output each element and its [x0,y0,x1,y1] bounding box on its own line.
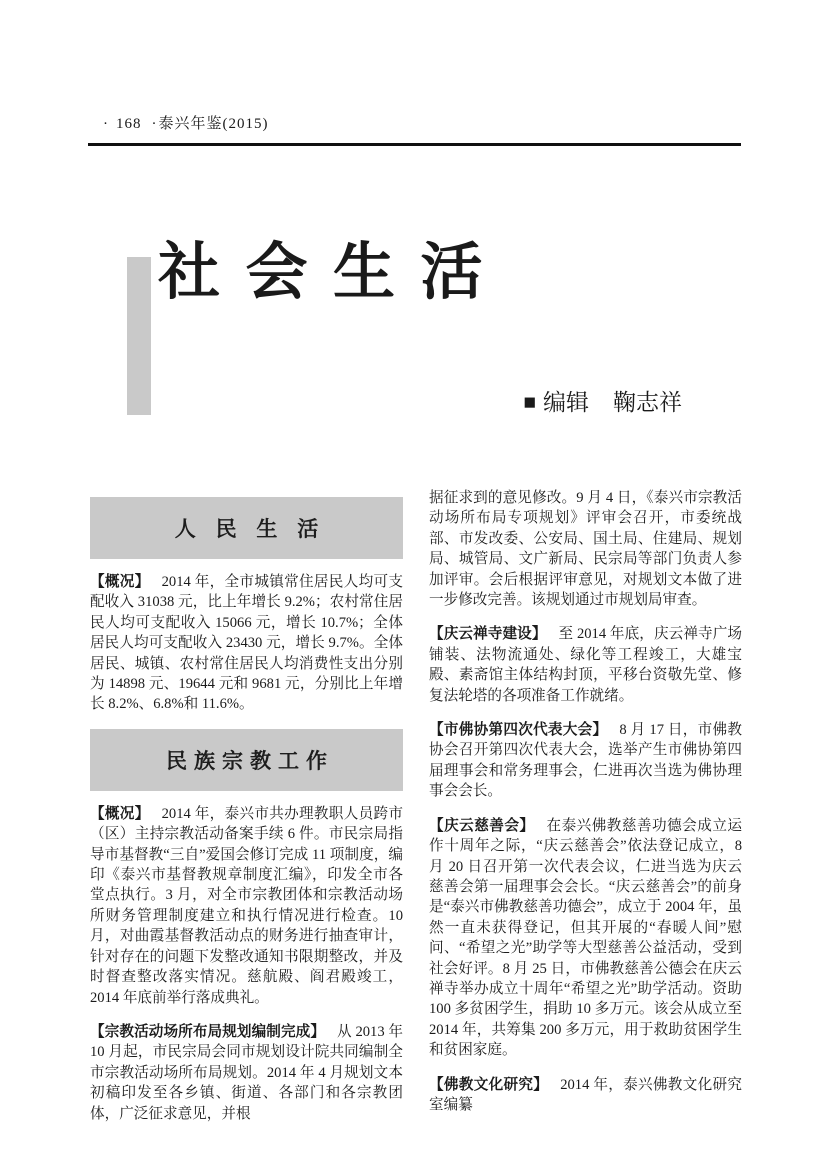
entry-head: 【概况】 [90,805,150,822]
entry-body: 至 2014 年底，庆云禅寺广场铺装、法物流通处、绿化等工程竣工，大雄宝殿、素斋馆主体结构封顶，平移台资敬先堂、修复法轮塔的各项准备工作就绪。 [429,626,742,704]
entry-head: 【庆云慈善会】 [429,817,535,834]
entry-body: 2014 年，泰兴佛教文化研究室编纂 [429,1076,742,1113]
body-columns [90,488,742,1138]
separator-dot-icon: · [103,116,109,132]
para-overview-peoples-life [90,572,403,715]
page-number: 168 [116,116,142,132]
para-buddhist-association-congress [429,720,742,802]
section-header-ethnic-religious-work: 民族宗教工作 [90,729,403,791]
separator-dot-icon: · [151,116,158,132]
para-buddhist-culture-research [429,1075,742,1116]
entry-body: 2014 年，泰兴市共办理教职人员跨市（区）主持宗教活动备案手续 6 件。市民宗局指导市基督教“三自”爱国会修订完成 11 项制度，编印《泰兴市基督教规章制度汇编》，印发全市各堂点执行。3 月，对全市宗教团体和宗教活动场所财务管理制度建立和执行情况进行检查。10 月，对曲霞基督教活动点的财务进行抽查审计，针对存在的问题下发整改通知书限期整改，并及时督查整改落实情况。慈航殿、阎君殿竣工，2014 年底前举行落成典礼。 [90,805,403,1006]
editor-label: 编辑 [543,390,589,415]
entry-head: 【庆云禅寺建设】 [429,626,547,643]
entry-body: 从 2013 年 10 月起，市民宗局会同市规划设计院共同编制全市宗教活动场所布局规划。2014 年 4 月规划文本初稿印发至各乡镇、街道、各部门和各宗教团体，广泛征求意见，并根 [90,1023,403,1122]
entry-body: 据征求到的意见修改。9 月 4 日，《泰兴市宗教活动场所布局专项规划》评审会召开，市委统战部、市发改委、公安局、国土局、住建局、规划局、城管局、文广新局、民宗局等部门负责人参加评审。会后根据评审意见，对规划文本做了进一步修改完善。该规划通过市规划局审查。 [429,490,742,609]
entry-body: 在泰兴佛教慈善功德会成立运作十周年之际，“庆云慈善会”依法登记成立，8 月 20 日召开第一次代表会议，仁进当选为庆云慈善会第一届理事会会长。“庆云慈善会”的前身是“泰兴市佛教慈善功德会”，成立于 2004 年，虽然一直未获得登记，但其开展的“春暖人间”慰问、“希望之光”助学等大型慈善公益活动，受到社会好评。8 月 25 日，市佛教慈善公德会在庆云禅寺举办成立十周年“希望之光”助学活动。资助 100 多贫困学生，捐助 10 多万元。该会从成立至 2014 年，共筹集 200 多万元，用于救助贫困学生和贫困家庭。 [429,817,742,1059]
para-religious-sites-plan-continuation [429,488,742,610]
entry-body: 2014 年，全市城镇常住居民人均可支配收入 31038 元，比上年增长 9.2%；农村常住居民人均可支配收入 15066 元，增长 10.7%；全体居民人均可支配收入 23430 元，增长 9.7%。全体居民、城镇、农村常住居民人均消费性支出分别为 14898 元、19644 元和 9681 元，分别比上年增长 8.2%、6.8%和 11.6%。 [90,574,403,713]
editor-name: 鞠志祥 [613,390,682,415]
editor-line [90,384,682,417]
para-qingyun-temple-construction [429,624,742,706]
book-title: 泰兴年鉴(2015) [158,116,269,132]
entry-head: 【概况】 [90,574,150,590]
entry-head: 【宗教活动场所布局规划编制完成】 [90,1023,326,1040]
para-overview-religious-work [90,804,403,1008]
left-column [90,488,403,1138]
chapter-title: 社 会 生 活 [158,239,488,307]
para-religious-sites-plan [90,1022,403,1124]
running-head [103,112,269,133]
entry-head: 【佛教文化研究】 [429,1076,549,1093]
filled-square-icon: ■ [523,390,536,414]
right-column [429,488,742,1138]
para-qingyun-charity [429,816,742,1061]
entry-head: 【市佛协第四次代表大会】 [429,722,608,739]
header-rule [88,143,741,146]
entry-body: 8 月 17 日，市佛教协会召开第四次代表大会，选举产生市佛协第四届理事会和常务理事会，仁进再次当选为佛协理事会会长。 [429,722,742,800]
section-header-peoples-life: 人 民 生 活 [90,497,403,559]
